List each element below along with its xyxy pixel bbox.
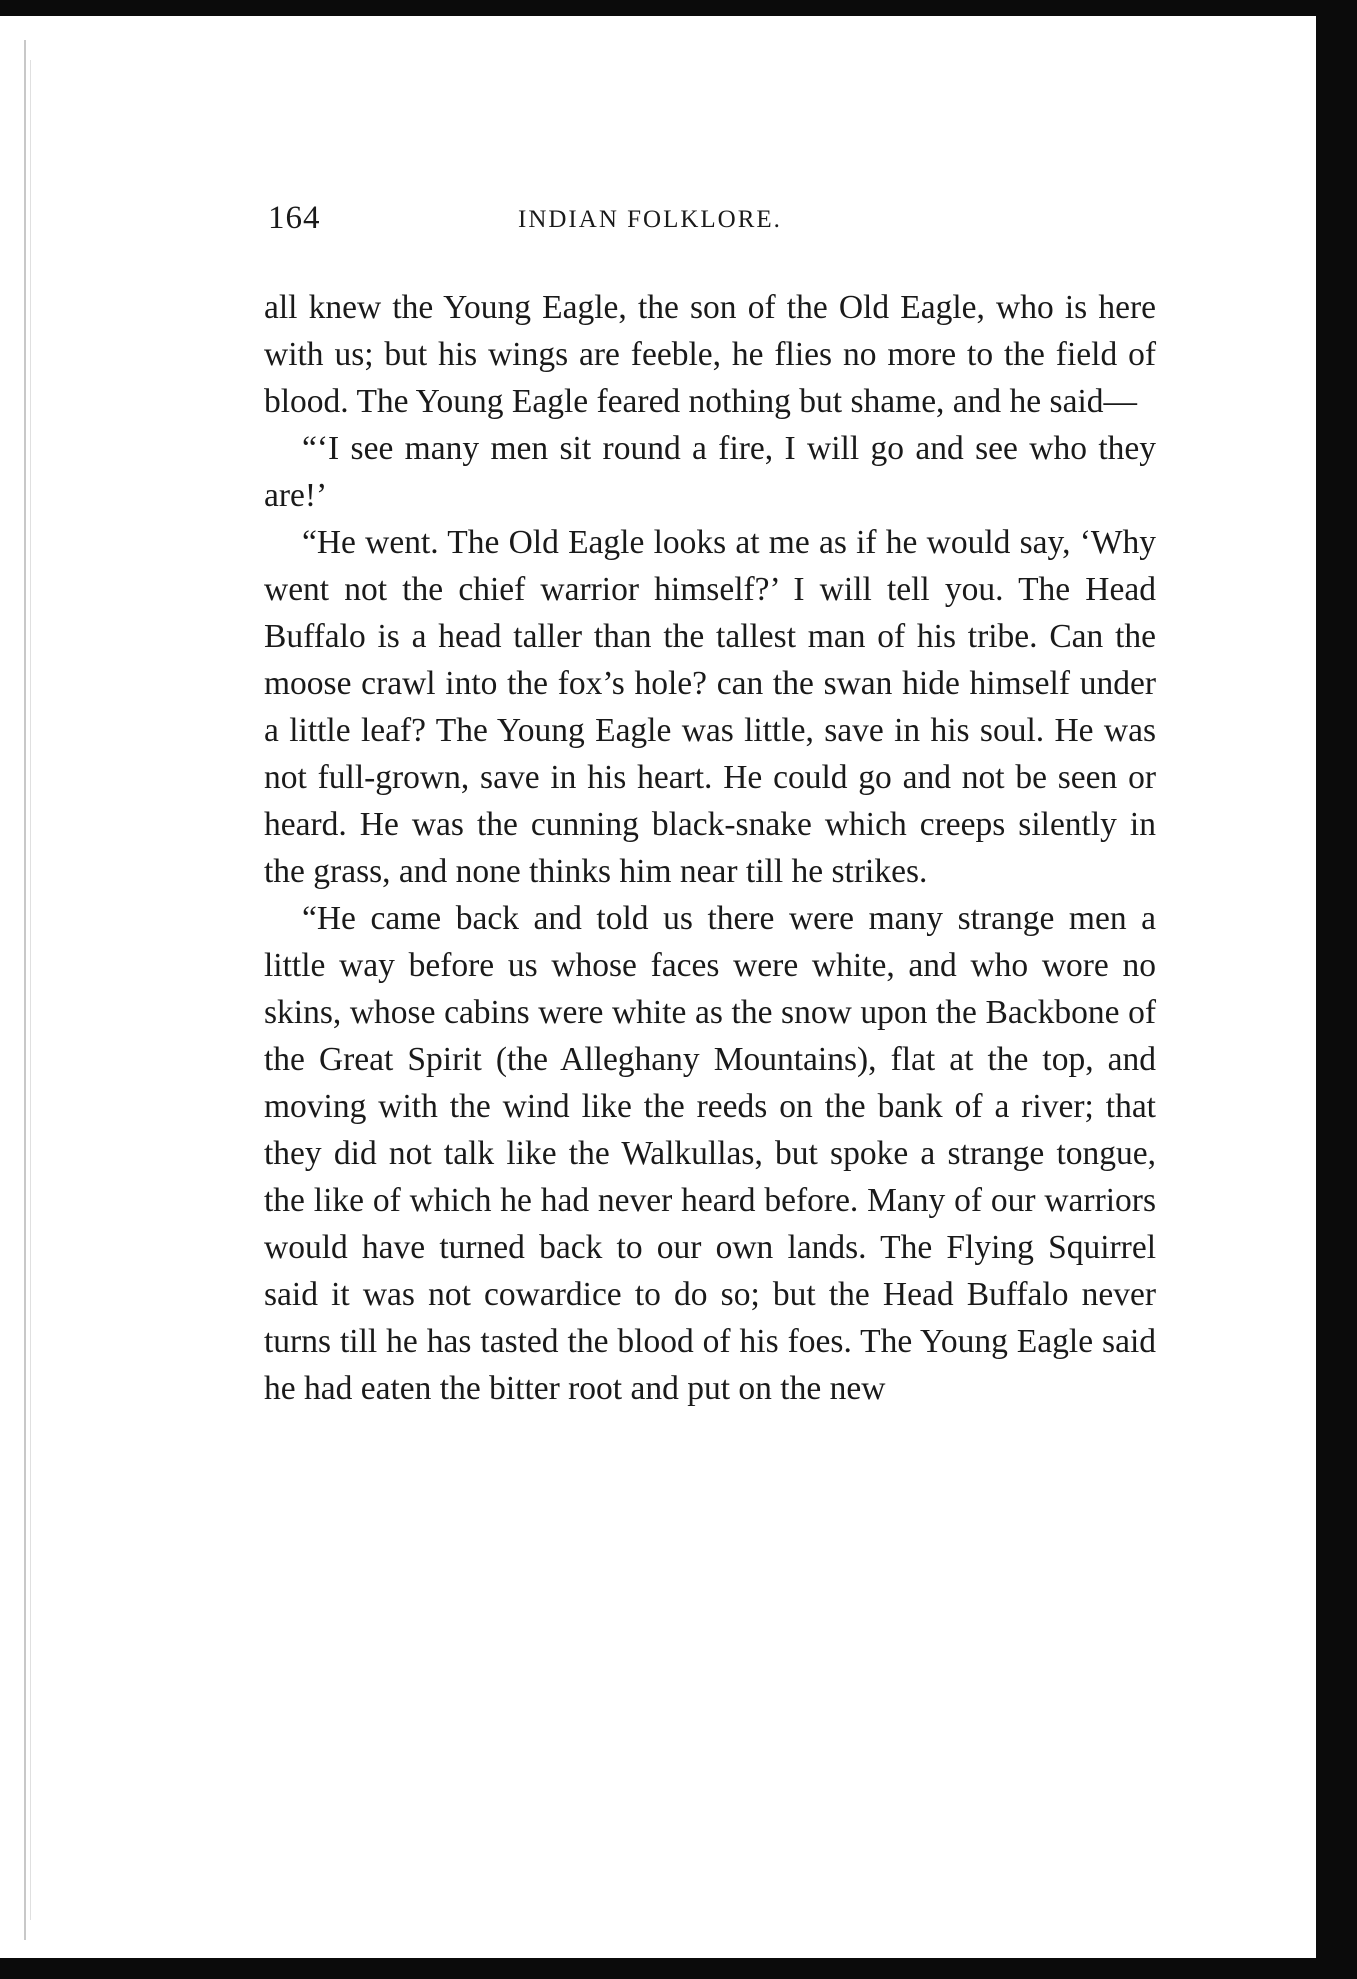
scan-border-top xyxy=(0,0,1357,16)
scan-border-right xyxy=(1316,0,1357,1979)
page-number: 164 xyxy=(268,200,321,236)
paragraph: “‘I see many men sit round a fire, I will go and see who they are!’ xyxy=(264,430,1156,514)
scan-border-bottom xyxy=(0,1958,1357,1979)
paragraph-continued: all knew the Young Eagle, the son of the Old Eagle, who is here with us; but his wings are feeble, he flies no more to the field of blood. The Young Eagle feared nothing but shame, and he said— xyxy=(264,289,1156,420)
running-title: INDIAN FOLKLORE. xyxy=(518,206,782,233)
paragraph: “He went. The Old Eagle looks at me as if he would say, ‘Why went not the chief warrior himself?’ I will tell you. The Head Buffalo is a head taller than the tallest man of his tribe. Can the moose crawl into the fox’s hole? can the swan hide himself under a little leaf? The Young Eagle was little, save in his soul. He was not full-grown, save in his heart. He could go and not be seen or heard. He was the cunning black-snake which creeps silently in the grass, and none thinks him near till he strikes. xyxy=(264,524,1156,890)
scan-gutter-line xyxy=(24,40,26,1940)
page-header xyxy=(264,196,1156,246)
scan-gutter-line-faint xyxy=(30,60,31,1920)
paragraph: “He came back and told us there were many strange men a little way before us whose faces were white, and who wore no skins, whose cabins were white as the snow upon the Backbone of the Great Spirit (the Alleghany Mountains), flat at the top, and moving with the wind like the reeds on the bank of a river; that they did not talk like the Walkullas, but spoke a strange tongue, the like of which he had never heard before. Many of our warriors would have turned back to our own lands. The Flying Squirrel said it was not cowardice to do so; but the Head Buffalo never turns till he has tasted the blood of his foes. The Young Eagle said he had eaten the bitter root and put on the new xyxy=(264,900,1156,1407)
page-body xyxy=(264,284,1156,1412)
book-page xyxy=(264,196,1156,1412)
